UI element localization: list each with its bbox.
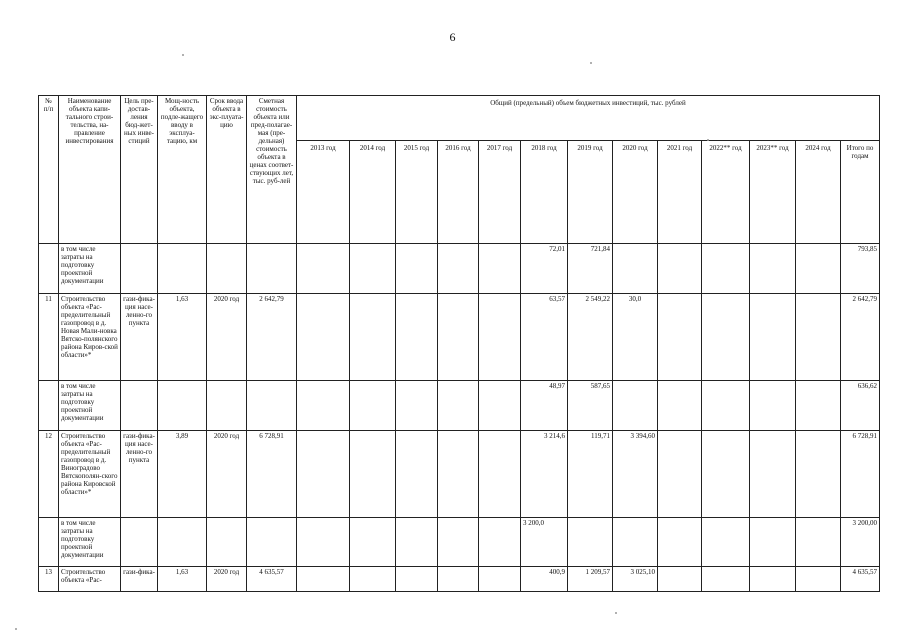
header-year: 2024 год [796, 141, 841, 244]
cell-year-value [796, 431, 841, 518]
cell-name: Строительство объекта «Рас- [59, 567, 121, 592]
cell-year-value [613, 518, 658, 567]
cell-year-value [297, 518, 350, 567]
cell-total: 793,85 [841, 244, 880, 294]
cell-year-value: 30,0 [613, 294, 658, 381]
cell-year-value: 72,01 [521, 244, 568, 294]
cell-capacity [158, 244, 207, 294]
cell-num [39, 381, 59, 431]
cell-cost: 2 642,79 [247, 294, 297, 381]
cell-deadline [207, 244, 247, 294]
cell-year-value [396, 518, 438, 567]
cell-num: 13 [39, 567, 59, 592]
scan-speck [182, 54, 184, 56]
cell-num: 11 [39, 294, 59, 381]
table-row [39, 294, 880, 381]
cell-year-value: 48,97 [521, 381, 568, 431]
cell-cost: 6 728,91 [247, 431, 297, 518]
header-year: 2015 год [396, 141, 438, 244]
cell-year-value [568, 518, 613, 567]
cell-year-value [438, 567, 479, 592]
cell-year-value: 1 209,57 [568, 567, 613, 592]
cell-total: 2 642,79 [841, 294, 880, 381]
cell-year-value: 119,71 [568, 431, 613, 518]
cell-year-value: 63,57 [521, 294, 568, 381]
cell-year-value [796, 567, 841, 592]
cell-year-value [479, 431, 521, 518]
cell-name: Строительство объекта «Рас-пределительный газопровод в д. Новая Мали-новка Вятско-полянского района Киров-ской области»* [59, 294, 121, 381]
header-year: 2018 год [521, 141, 568, 244]
header-year: 2023** год [750, 141, 796, 244]
cell-year-value [350, 244, 396, 294]
cell-year-value [438, 244, 479, 294]
cell-deadline [207, 518, 247, 567]
cell-year-value [350, 431, 396, 518]
cell-year-value [613, 244, 658, 294]
table-row [39, 567, 880, 592]
cell-purpose: гази-фика- [121, 567, 158, 592]
cell-year-value [796, 294, 841, 381]
table-row [39, 431, 880, 518]
header-total: Итого по годам [841, 141, 880, 244]
cell-year-value [702, 294, 750, 381]
cell-name: в том числе затраты на подготовку проектной документации [59, 381, 121, 431]
cell-year-value [750, 431, 796, 518]
cell-deadline: 2020 год [207, 294, 247, 381]
cell-year-value [750, 294, 796, 381]
cell-deadline: 2020 год [207, 431, 247, 518]
cell-purpose [121, 381, 158, 431]
cell-year-value: 3 214,6 [521, 431, 568, 518]
cell-purpose: гази-фика-ция насе-ленно-го пункта [121, 294, 158, 381]
cell-num [39, 244, 59, 294]
cell-year-value [702, 381, 750, 431]
cell-year-value [438, 431, 479, 518]
cell-year-value: 400,9 [521, 567, 568, 592]
cell-year-value [350, 294, 396, 381]
cell-year-value: 3 394,60 [613, 431, 658, 518]
cell-year-value [479, 518, 521, 567]
header-purpose: Цель пре-достав-ления бюд-жет-ных инве-стиций [121, 96, 158, 244]
header-num: № п/п [39, 96, 59, 244]
cell-purpose [121, 244, 158, 294]
cell-year-value [702, 567, 750, 592]
cell-name: в том числе затраты на подготовку проектной документации [59, 518, 121, 567]
cell-purpose: гази-фика-ция насе-ленно-го пункта [121, 431, 158, 518]
cell-year-value [297, 567, 350, 592]
cell-year-value [297, 381, 350, 431]
cell-year-value [297, 431, 350, 518]
cell-year-value: 3 200,0 [521, 518, 568, 567]
table-row [39, 381, 880, 431]
header-cost: Сметная стоимость объекта или пред-полагае-мая (пре-дельная) стоимость объекта в ценах соответ-ствующих лет, тыс. руб-лей [247, 96, 297, 244]
cell-year-value [438, 518, 479, 567]
cell-capacity: 1,63 [158, 294, 207, 381]
cell-year-value [396, 244, 438, 294]
cell-year-value [396, 431, 438, 518]
cell-year-value [796, 381, 841, 431]
header-year: 2022** год [702, 141, 750, 244]
cell-year-value [479, 567, 521, 592]
cell-year-value [750, 381, 796, 431]
cell-year-value [396, 381, 438, 431]
cell-year-value [796, 518, 841, 567]
cell-year-value [702, 518, 750, 567]
cell-name: Строительство объекта «Рас-пределительный газопровод в д. Виноградово Вятскополян-ского района Кировской области»* [59, 431, 121, 518]
cell-year-value [438, 381, 479, 431]
cell-deadline: 2020 год [207, 567, 247, 592]
cell-name: в том числе затраты на подготовку проектной документации [59, 244, 121, 294]
cell-year-value [350, 381, 396, 431]
header-deadline: Срок ввода объекта в экс-плуата-цию [207, 96, 247, 244]
budget-investments-table [38, 95, 880, 592]
header-year: 2013 год [297, 141, 350, 244]
cell-year-value [396, 567, 438, 592]
header-year: 2017 год [479, 141, 521, 244]
cell-year-value [750, 567, 796, 592]
cell-cost [247, 244, 297, 294]
cell-total: 3 200,00 [841, 518, 880, 567]
cell-purpose [121, 518, 158, 567]
cell-year-value [796, 244, 841, 294]
header-year: 2021 год [658, 141, 702, 244]
cell-year-value [750, 518, 796, 567]
cell-num: 12 [39, 431, 59, 518]
cell-total: 4 635,57 [841, 567, 880, 592]
header-year: 2020 год [613, 141, 658, 244]
cell-year-value [350, 518, 396, 567]
cell-year-value [297, 294, 350, 381]
scan-speck [707, 139, 709, 141]
cell-cost [247, 518, 297, 567]
cell-capacity: 1,63 [158, 567, 207, 592]
cell-year-value [658, 518, 702, 567]
cell-year-value [702, 431, 750, 518]
cell-year-value [658, 294, 702, 381]
scan-speck [590, 62, 592, 64]
cell-year-value [479, 294, 521, 381]
header-year: 2016 год [438, 141, 479, 244]
cell-year-value: 721,84 [568, 244, 613, 294]
cell-year-value [350, 567, 396, 592]
header-year: 2014 год [350, 141, 396, 244]
page-number: 6 [449, 30, 456, 44]
cell-year-value [658, 381, 702, 431]
cell-cost: 4 635,57 [247, 567, 297, 592]
cell-capacity [158, 518, 207, 567]
cell-num [39, 518, 59, 567]
cell-year-value [750, 244, 796, 294]
cell-year-value [658, 244, 702, 294]
scan-speck [15, 628, 17, 630]
cell-cost [247, 381, 297, 431]
cell-year-value: 587,65 [568, 381, 613, 431]
cell-year-value [479, 244, 521, 294]
header-capacity: Мощ-ность объекта, подле-жащего вводу в эксплуа-тацию, км [158, 96, 207, 244]
cell-total: 636,62 [841, 381, 880, 431]
table-row [39, 518, 880, 567]
header-investments-title: Общий (предельный) объем бюджетных инвестиций, тыс. рублей [297, 96, 880, 141]
scan-speck [615, 612, 617, 614]
cell-year-value [297, 244, 350, 294]
header-year: 2019 год [568, 141, 613, 244]
cell-year-value: 3 025,10 [613, 567, 658, 592]
table-row [39, 244, 880, 294]
cell-capacity: 3,89 [158, 431, 207, 518]
cell-year-value [613, 381, 658, 431]
cell-deadline [207, 381, 247, 431]
cell-year-value [438, 294, 479, 381]
cell-year-value [658, 567, 702, 592]
cell-year-value [658, 431, 702, 518]
cell-total: 6 728,91 [841, 431, 880, 518]
cell-year-value [396, 294, 438, 381]
cell-capacity [158, 381, 207, 431]
cell-year-value [479, 381, 521, 431]
cell-year-value: 2 549,22 [568, 294, 613, 381]
header-name: Наименование объекта капи-тального строи-тельства, на-правление инвестирования [59, 96, 121, 244]
cell-year-value [702, 244, 750, 294]
